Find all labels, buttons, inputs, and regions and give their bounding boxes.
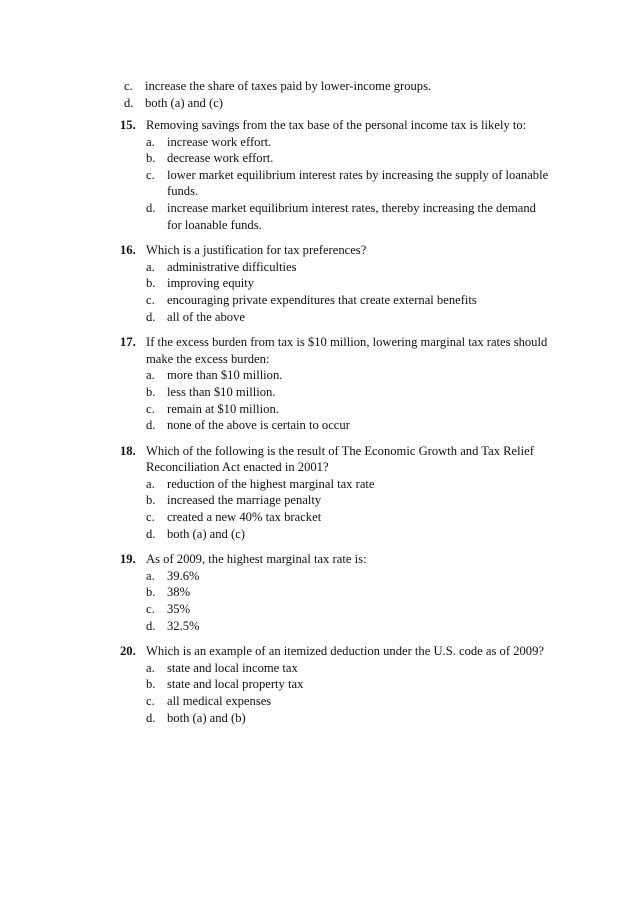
option-text: lower market equilibrium interest rates by increasing the supply of loanable funds. xyxy=(167,167,549,199)
option-text: decrease work effort. xyxy=(167,151,274,166)
option-text: more than $10 million. xyxy=(167,368,283,383)
question-text: If the excess burden from tax is $10 million, lowering marginal tax rates should make the excess burden: xyxy=(146,335,548,366)
option-list xyxy=(146,568,550,634)
option-text: administrative difficulties xyxy=(167,259,297,274)
option-text: state and local income tax xyxy=(167,660,298,675)
question-17 xyxy=(120,334,550,434)
option-text: both (a) and (c) xyxy=(167,526,245,541)
option-letter: a. xyxy=(146,476,155,491)
option-letter: d. xyxy=(146,618,156,633)
option-letter: d. xyxy=(146,309,156,324)
option-row xyxy=(146,492,550,509)
option-letter: a. xyxy=(146,660,155,675)
question-16 xyxy=(120,242,550,325)
option-letter: d. xyxy=(124,95,134,110)
option-letter: b. xyxy=(146,585,156,600)
question-number: 15. xyxy=(120,118,136,132)
option-text: both (a) and (b) xyxy=(167,710,246,725)
option-text: none of the above is certain to occur xyxy=(167,418,350,433)
option-row xyxy=(146,618,550,635)
option-letter: b. xyxy=(146,151,156,166)
option-row xyxy=(146,275,550,292)
option-list xyxy=(146,660,550,726)
option-letter: d. xyxy=(146,710,156,725)
option-letter: b. xyxy=(146,276,156,291)
option-row xyxy=(146,710,550,727)
question-text: Which of the following is the result of The Economic Growth and Tax Relief Reconciliation Act enacted in 2001? xyxy=(146,443,534,475)
option-row xyxy=(146,401,550,418)
question-15 xyxy=(120,117,550,233)
option-text: created a new 40% tax bracket xyxy=(167,510,322,525)
option-row xyxy=(146,150,550,167)
option-row xyxy=(146,200,550,233)
question-20 xyxy=(120,643,550,726)
option-row xyxy=(146,601,550,618)
option-row xyxy=(146,134,550,151)
option-letter: d. xyxy=(146,200,156,215)
option-row xyxy=(124,95,544,112)
option-text: improving equity xyxy=(167,276,255,291)
option-row xyxy=(146,292,550,309)
question-stem xyxy=(120,551,550,568)
option-text: increase work effort. xyxy=(167,134,272,149)
option-text: state and local property tax xyxy=(167,677,304,692)
question-text: Which is an example of an itemized deduction under the U.S. code as of 2009? xyxy=(146,644,544,659)
question-stem xyxy=(120,334,550,367)
option-letter: c. xyxy=(146,292,155,307)
option-row xyxy=(146,259,550,276)
option-list xyxy=(146,367,550,433)
option-letter: b. xyxy=(146,677,156,692)
question-text: Removing savings from the tax base of the personal income tax is likely to: xyxy=(146,118,527,132)
option-letter: c. xyxy=(146,401,155,416)
option-letter: a. xyxy=(146,568,155,583)
option-list xyxy=(146,476,550,542)
option-row xyxy=(146,526,550,543)
option-row xyxy=(146,693,550,710)
option-text: 32.5% xyxy=(167,618,200,633)
option-letter: a. xyxy=(146,134,155,149)
option-row xyxy=(146,367,550,384)
option-text: less than $10 million. xyxy=(167,384,276,399)
question-stem xyxy=(120,242,550,259)
option-row xyxy=(146,584,550,601)
option-row xyxy=(146,167,550,200)
option-text: remain at $10 million. xyxy=(167,401,279,416)
option-letter: d. xyxy=(146,526,156,541)
option-letter: c. xyxy=(146,602,155,617)
question-number: 16. xyxy=(120,243,136,258)
option-letter: c. xyxy=(124,79,133,93)
option-list xyxy=(146,134,550,234)
option-text: 35% xyxy=(167,602,191,617)
option-letter: a. xyxy=(146,368,155,383)
option-row xyxy=(146,384,550,401)
option-letter: c. xyxy=(146,694,155,708)
question-number: 20. xyxy=(120,644,136,659)
option-letter: a. xyxy=(146,259,155,274)
option-row xyxy=(124,78,544,95)
question-18 xyxy=(120,443,550,543)
option-text: all of the above xyxy=(167,309,245,324)
option-letter: c. xyxy=(146,167,155,182)
question-list xyxy=(120,117,550,735)
option-list xyxy=(146,259,550,325)
continued-options xyxy=(124,78,544,111)
option-row xyxy=(146,568,550,585)
question-number: 17. xyxy=(120,335,136,350)
option-text: increase the share of taxes paid by lower-income groups. xyxy=(145,79,432,93)
option-row xyxy=(146,417,550,434)
option-text: increase market equilibrium interest rates, thereby increasing the demand for loanable funds. xyxy=(167,200,536,232)
question-stem xyxy=(120,117,550,134)
option-row xyxy=(146,509,550,526)
option-text: reduction of the highest marginal tax rate xyxy=(167,476,375,491)
question-stem xyxy=(120,443,550,476)
option-letter: c. xyxy=(146,510,155,525)
option-letter: b. xyxy=(146,384,156,399)
option-letter: b. xyxy=(146,493,156,508)
question-number: 19. xyxy=(120,552,136,567)
option-text: both (a) and (c) xyxy=(145,95,223,110)
question-19 xyxy=(120,551,550,634)
question-stem xyxy=(120,643,550,660)
option-text: increased the marriage penalty xyxy=(167,493,322,508)
option-row xyxy=(146,676,550,693)
option-text: encouraging private expenditures that create external benefits xyxy=(167,292,477,307)
option-text: 38% xyxy=(167,585,191,600)
option-row xyxy=(146,476,550,493)
question-text: Which is a justification for tax preferences? xyxy=(146,243,367,258)
option-text: 39.6% xyxy=(167,568,200,583)
question-text: As of 2009, the highest marginal tax rate is: xyxy=(146,552,367,567)
option-text: all medical expenses xyxy=(167,694,272,708)
option-row xyxy=(146,660,550,677)
option-letter: d. xyxy=(146,418,156,433)
question-number: 18. xyxy=(120,443,136,458)
option-row xyxy=(146,309,550,326)
